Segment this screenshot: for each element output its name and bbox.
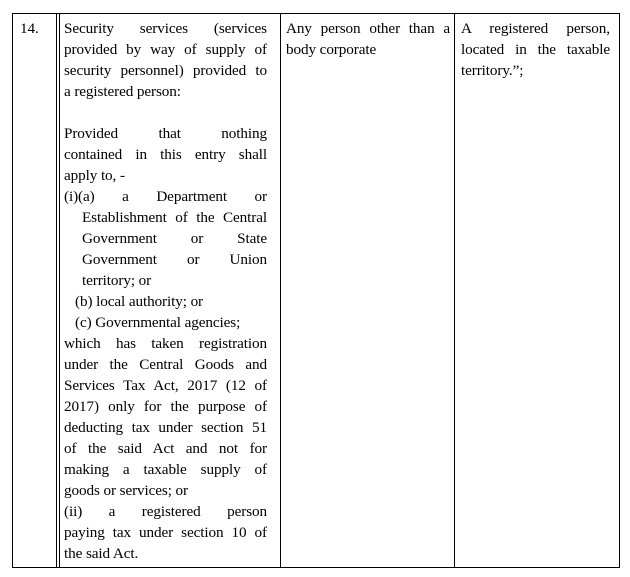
item-b-wrapper bbox=[64, 291, 267, 312]
item-i-a-line: Government or Union bbox=[82, 251, 267, 268]
column-divider-3 bbox=[280, 13, 281, 568]
column-divider-1 bbox=[56, 13, 57, 568]
item-ii-line: paying tax under section 10 of bbox=[64, 524, 267, 541]
item-ii-line: the said Act. bbox=[64, 545, 139, 562]
column-divider-2 bbox=[59, 13, 60, 568]
which-clause-line: making a taxable supply of bbox=[64, 461, 267, 478]
recipient-cell bbox=[461, 18, 610, 81]
description-line: security personnel) provided to bbox=[64, 62, 267, 79]
table-left-border bbox=[12, 13, 13, 568]
which-clause-line: under the Central Goods and bbox=[64, 356, 267, 373]
item-c-wrapper bbox=[64, 312, 267, 333]
item-i-a-continuation bbox=[64, 207, 267, 291]
item-i-a-line: (i)(a) a Department or bbox=[64, 188, 267, 205]
supplier-line: Any person other than a bbox=[286, 20, 450, 37]
column-divider-4 bbox=[454, 13, 455, 568]
table-right-border bbox=[619, 13, 620, 568]
table-bottom-border bbox=[12, 567, 620, 568]
description-line: a registered person: bbox=[64, 83, 181, 100]
which-clause-line: which has taken registration bbox=[64, 335, 267, 352]
item-i-a-line: Establishment of the Central bbox=[82, 209, 267, 226]
supplier-cell bbox=[286, 18, 450, 60]
item-i-a-line: Government or State bbox=[82, 230, 267, 247]
proviso-line: apply to, - bbox=[64, 167, 125, 184]
which-clause-line: Services Tax Act, 2017 (12 of bbox=[64, 377, 267, 394]
which-clause-line: deducting tax under section 51 bbox=[64, 419, 267, 436]
recipient-line: A registered person, bbox=[461, 20, 610, 37]
paragraph-spacer bbox=[64, 102, 267, 123]
which-clause-line: 2017) only for the purpose of bbox=[64, 398, 267, 415]
item-ii-line: (ii) a registered person bbox=[64, 503, 267, 520]
proviso-line: Provided that nothing bbox=[64, 125, 267, 142]
service-description-cell bbox=[64, 18, 267, 564]
supplier-line: body corporate bbox=[286, 41, 377, 58]
which-clause-line: goods or services; or bbox=[64, 482, 189, 499]
serial-number: 14. bbox=[20, 20, 39, 37]
item-i-a-line: territory; or bbox=[82, 272, 152, 289]
which-clause-line: of the said Act and not for bbox=[64, 440, 267, 457]
recipient-line: territory.”; bbox=[461, 62, 524, 79]
description-line: Security services (services bbox=[64, 20, 267, 37]
proviso-line: contained in this entry shall bbox=[64, 146, 267, 163]
description-line: provided by way of supply of bbox=[64, 41, 267, 58]
recipient-line: located in the taxable bbox=[461, 41, 610, 58]
item-b-line: (b) local authority; or bbox=[75, 293, 204, 310]
table-top-border bbox=[12, 13, 620, 14]
serial-number-cell bbox=[20, 18, 54, 39]
item-c-line: (c) Governmental agencies; bbox=[75, 314, 241, 331]
